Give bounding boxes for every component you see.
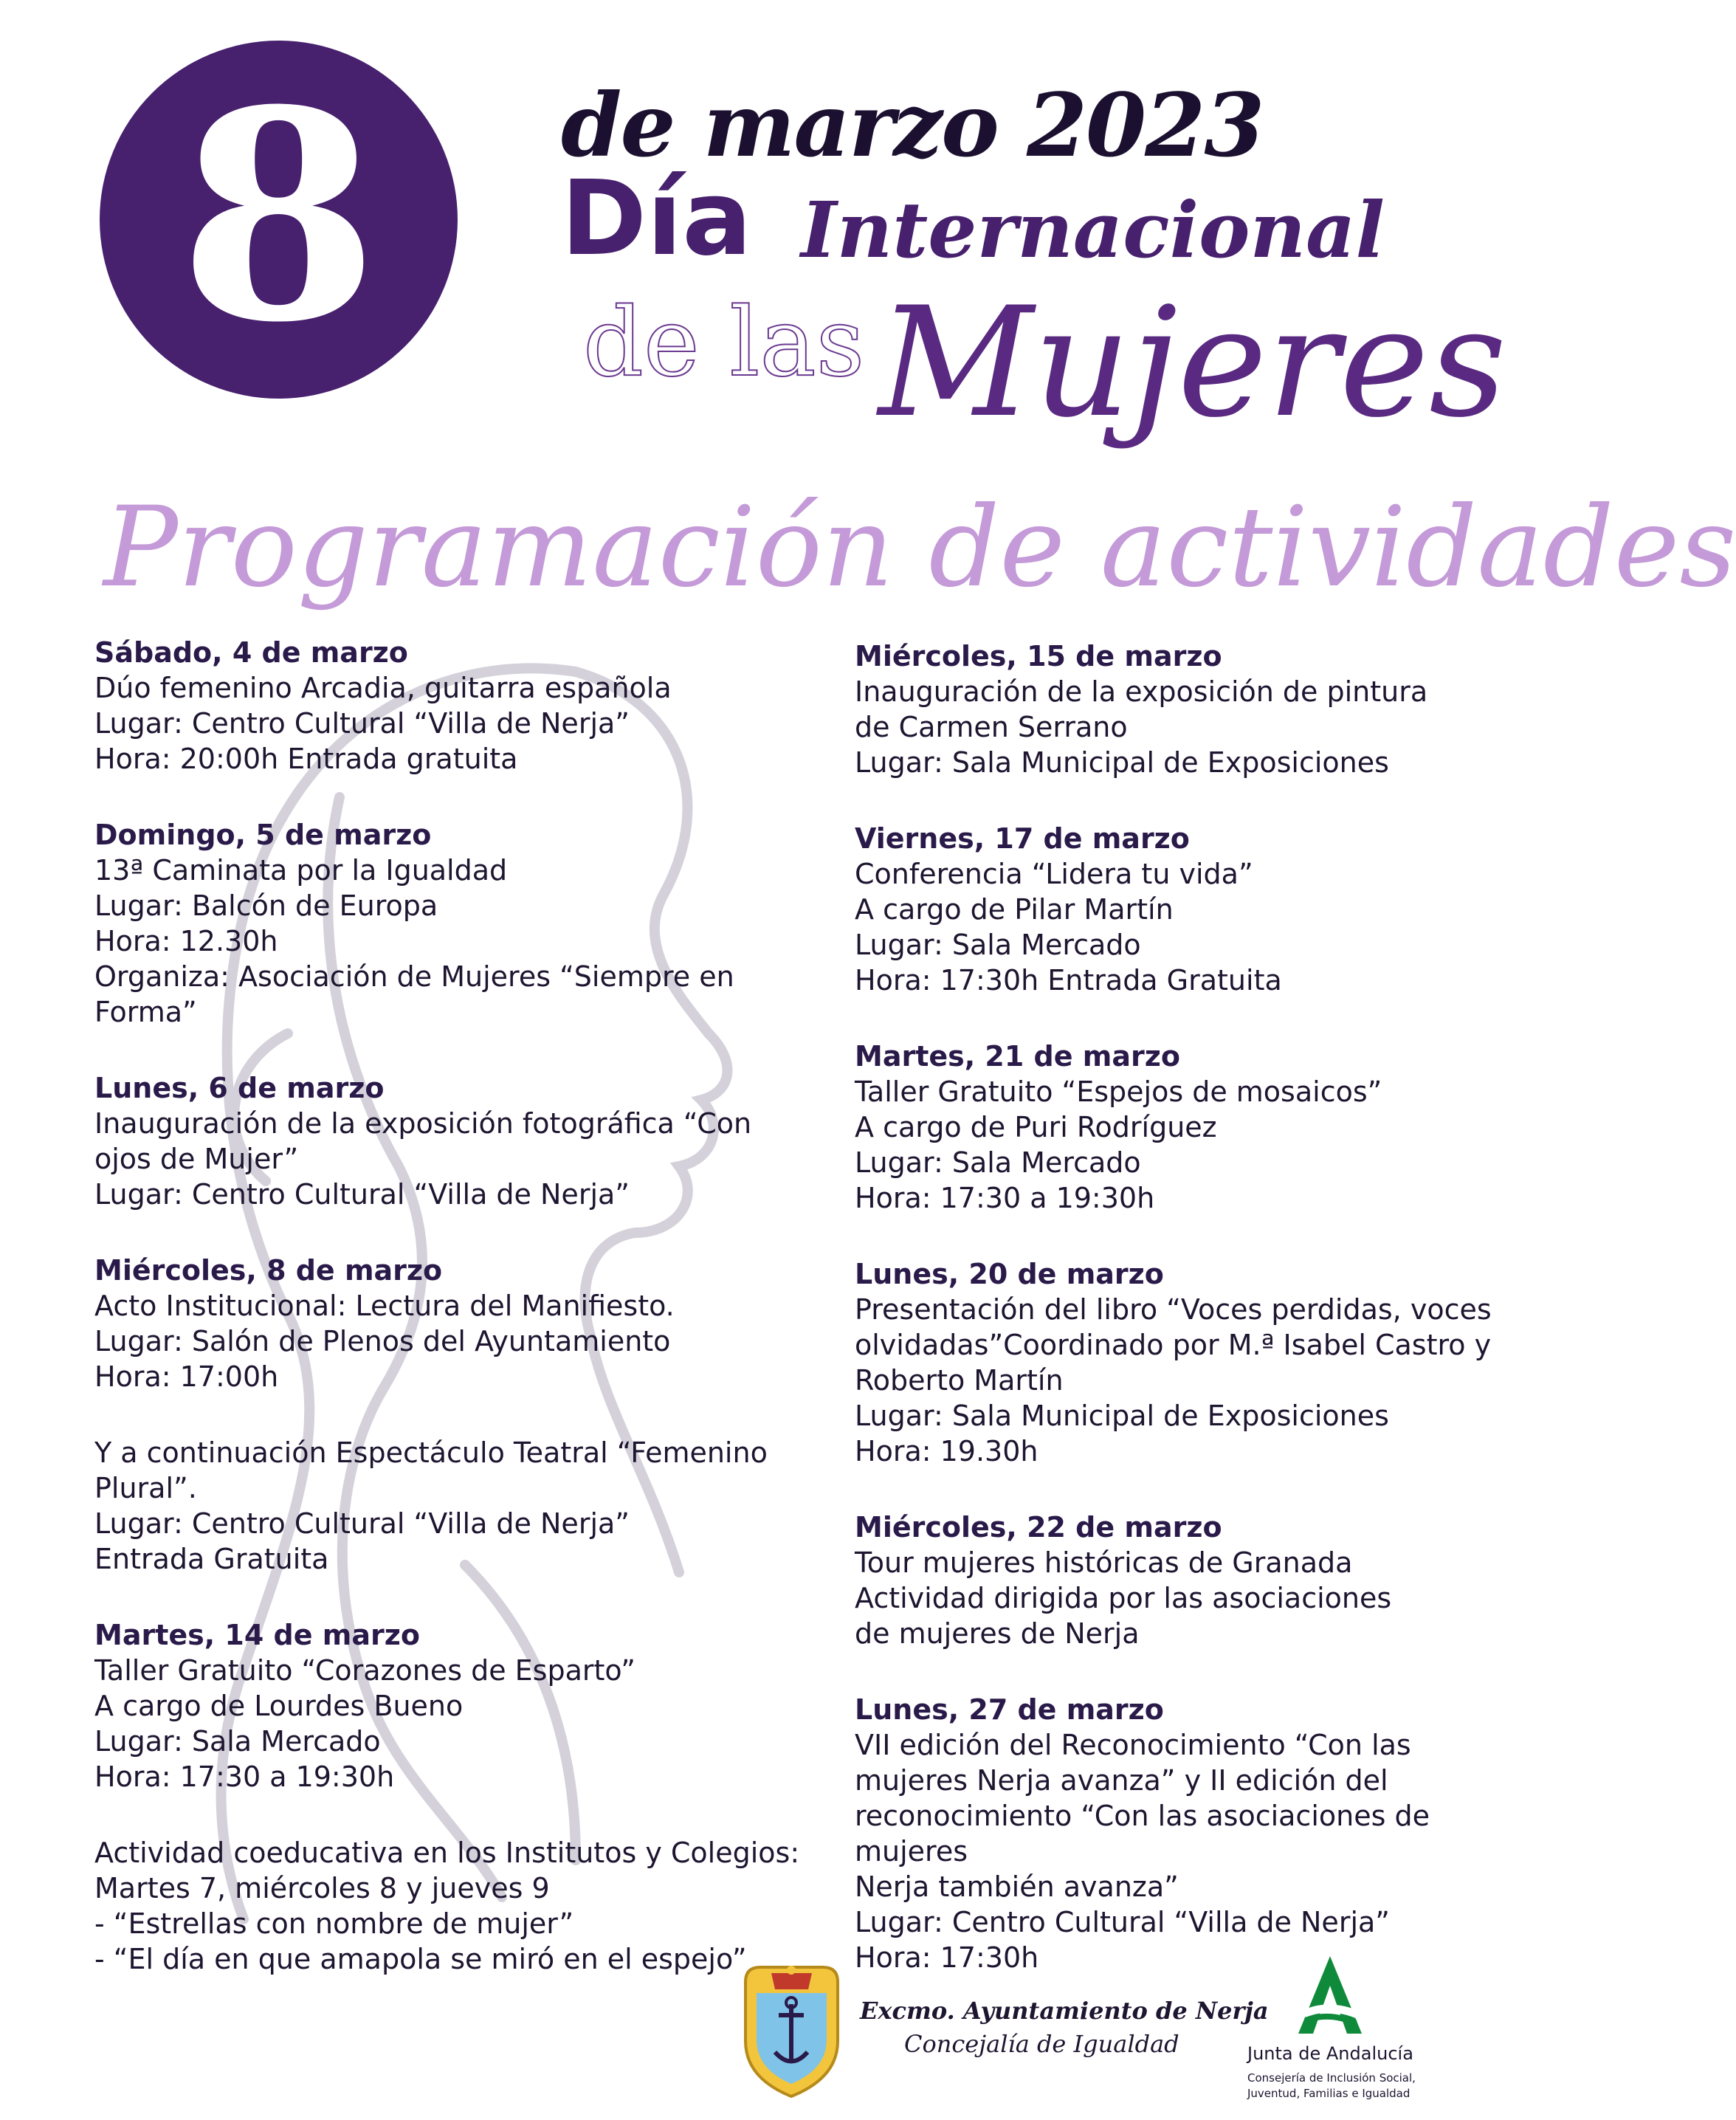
event-block	[94, 1070, 840, 1212]
event-block	[855, 821, 1519, 998]
event-block	[855, 1510, 1519, 1651]
event-detail-line: A cargo de Pilar Martín	[855, 893, 1174, 926]
event-detail-line: Inauguración de la exposición de pintura	[855, 675, 1428, 708]
event-detail-line: Taller Gratuito “Corazones de Esparto”	[94, 1654, 636, 1687]
left-events-column	[94, 635, 840, 2017]
event-detail-line: Lugar: Centro Cultural “Villa de Nerja”	[94, 1178, 630, 1211]
ayuntamiento-name: Excmo. Ayuntamiento de Nerja	[860, 1997, 1269, 2025]
consejeria-name: Consejería de Inclusión Social, Juventud, Familias e Igualdad	[1247, 2071, 1416, 2100]
event-detail-line: Dúo femenino Arcadia, guitarra española	[94, 672, 672, 704]
event-date-title: Miércoles, 22 de marzo	[855, 1511, 1222, 1543]
event-detail-line: Lugar: Sala Mercado	[855, 1146, 1141, 1179]
event-detail-line: Lugar: Sala Mercado	[855, 929, 1141, 961]
event-detail-line: Hora: 19.30h	[855, 1435, 1038, 1467]
event-detail-line: A cargo de Lourdes Bueno	[94, 1690, 464, 1722]
junta-name: Junta de Andalucía	[1247, 2043, 1413, 2064]
event-detail-line: A cargo de Puri Rodríguez	[855, 1111, 1217, 1143]
title-de-las: de las	[583, 288, 865, 398]
event-date-title: Martes, 21 de marzo	[855, 1040, 1180, 1073]
event-detail-line: Acto Institucional: Lectura del Manifiesto.	[94, 1290, 675, 1322]
title-mujeres: Mujeres	[878, 275, 1507, 451]
event-detail-line: Lugar: Sala Municipal de Exposiciones	[855, 1400, 1389, 1432]
event-block	[94, 1435, 840, 1577]
event-detail-line: Organiza: Asociación de Mujeres “Siempre en	[94, 960, 734, 993]
event-detail-line: Lugar: Centro Cultural “Villa de Nerja”	[94, 1507, 630, 1540]
junta-andalucia-logo-icon	[1288, 1952, 1373, 2037]
event-detail-line: Hora: 17:30 a 19:30h	[94, 1761, 395, 1793]
event-block	[855, 1256, 1519, 1469]
event-detail-line: Hora: 12.30h	[94, 925, 278, 957]
event-detail-line: de Carmen Serrano	[855, 711, 1128, 743]
title-internacional: Internacional	[801, 185, 1385, 275]
event-detail-line: 13ª Caminata por la Igualdad	[94, 854, 508, 887]
event-date-title: Lunes, 6 de marzo	[94, 1072, 385, 1104]
event-detail-line: Actividad dirigida por las asociaciones	[855, 1582, 1392, 1614]
event-detail-line: ojos de Mujer”	[94, 1143, 299, 1175]
event-detail-line: Hora: 17:30h	[855, 1941, 1039, 1974]
event-block	[94, 635, 840, 777]
event-detail-line: olvidadas”Coordinado por M.ª Isabel Castro y	[855, 1329, 1492, 1361]
event-detail-line: Hora: 20:00h Entrada gratuita	[94, 743, 518, 775]
day-number: 8	[178, 47, 379, 385]
event-detail-line: Inauguración de la exposición fotográfica “Con	[94, 1107, 752, 1140]
event-detail-line: Actividad coeducativa en los Institutos y Colegios:	[94, 1837, 800, 1869]
event-detail-line: Martes 7, miércoles 8 y jueves 9	[94, 1872, 550, 1904]
event-detail-line: Lugar: Sala Mercado	[94, 1725, 381, 1758]
event-block	[855, 1692, 1519, 1975]
event-detail-line: Lugar: Centro Cultural “Villa de Nerja”	[855, 1906, 1390, 1938]
event-block	[94, 1253, 840, 1394]
event-detail-line: Lugar: Balcón de Europa	[94, 889, 438, 922]
event-detail-line: Forma”	[94, 996, 197, 1028]
concejalia-name: Concejalía de Igualdad	[904, 2030, 1179, 2058]
event-date-title: Lunes, 20 de marzo	[855, 1258, 1164, 1290]
event-detail-line: mujeres Nerja avanza” y II edición del	[855, 1764, 1388, 1797]
event-date-title: Miércoles, 15 de marzo	[855, 640, 1222, 672]
event-detail-line: Y a continuación Espectáculo Teatral “Femenino Plural”.	[94, 1436, 768, 1504]
date-subtitle: de marzo 2023	[561, 74, 1264, 176]
event-detail-line: Nerja también avanza”	[855, 1871, 1179, 1903]
right-events-column	[855, 639, 1519, 2016]
event-detail-line: Lugar: Sala Municipal de Exposiciones	[855, 746, 1389, 779]
event-date-title: Sábado, 4 de marzo	[94, 636, 408, 669]
program-heading: Programación de actividades	[103, 483, 1736, 612]
event-detail-line: Hora: 17:30h Entrada Gratuita	[855, 964, 1282, 997]
event-detail-line: Lugar: Centro Cultural “Villa de Nerja”	[94, 707, 630, 740]
event-detail-line: VII edición del Reconocimiento “Con las	[855, 1729, 1411, 1761]
event-detail-line: Conferencia “Lidera tu vida”	[855, 858, 1253, 890]
event-detail-line: Lugar: Salón de Plenos del Ayuntamiento	[94, 1325, 671, 1357]
event-block	[94, 1835, 840, 1977]
event-detail-line: - “El día en que amapola se miró en el espejo”	[94, 1943, 747, 1975]
event-block	[855, 1039, 1519, 1216]
event-detail-line: Presentación del libro “Voces perdidas, voces	[855, 1293, 1492, 1326]
event-detail-line: Tour mujeres históricas de Granada	[855, 1546, 1353, 1579]
event-block	[855, 639, 1519, 780]
event-detail-line: Hora: 17:00h	[94, 1360, 279, 1393]
event-detail-line: reconocimiento “Con las asociaciones de mujeres	[855, 1800, 1430, 1868]
event-date-title: Domingo, 5 de marzo	[94, 819, 432, 851]
event-block	[94, 1617, 840, 1794]
event-detail-line: Entrada Gratuita	[94, 1543, 329, 1575]
title-dia: Día	[561, 159, 752, 279]
event-detail-line: Roberto Martín	[855, 1364, 1064, 1397]
event-date-title: Miércoles, 8 de marzo	[94, 1254, 443, 1287]
event-detail-line: Hora: 17:30 a 19:30h	[855, 1182, 1155, 1214]
event-date-title: Viernes, 17 de marzo	[855, 822, 1190, 855]
event-block	[94, 817, 840, 1030]
nerja-coat-of-arms-icon	[738, 1952, 845, 2100]
date-circle	[100, 41, 458, 399]
event-detail-line: - “Estrellas con nombre de mujer”	[94, 1907, 574, 1940]
event-date-title: Lunes, 27 de marzo	[855, 1693, 1164, 1726]
event-detail-line: Taller Gratuito “Espejos de mosaicos”	[855, 1076, 1382, 1108]
event-date-title: Martes, 14 de marzo	[94, 1619, 420, 1651]
event-detail-line: de mujeres de Nerja	[855, 1617, 1140, 1650]
